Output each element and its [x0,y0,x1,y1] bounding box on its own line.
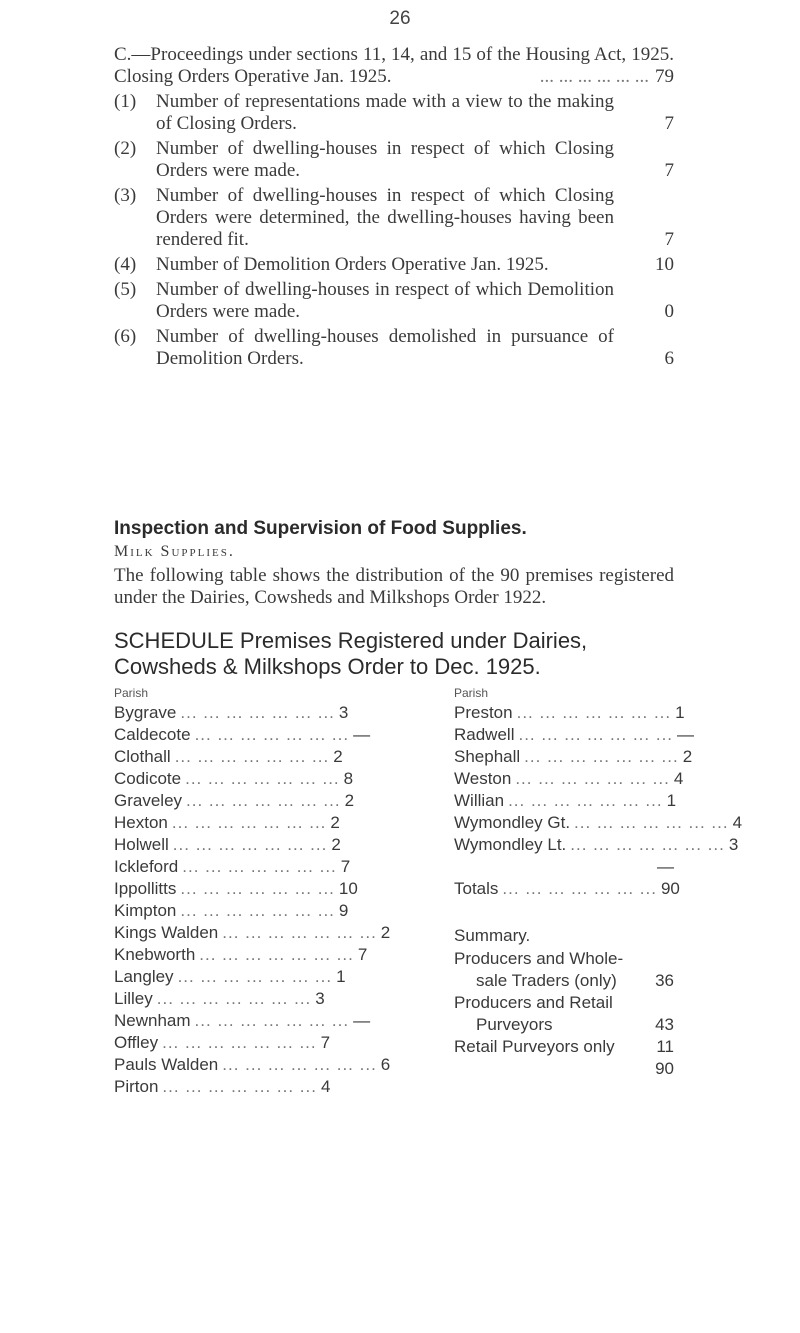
right-column-dash [454,856,674,878]
summary-line-text: Producers and Whole- [454,949,624,968]
summary-heading: Summary. [454,926,531,945]
section-c-item [114,185,674,251]
right-column-header: Parish [454,686,489,700]
leader-dots: ... ... ... ... ... ... ... [171,813,327,832]
section-c-items [114,91,674,370]
parish-row [454,746,693,768]
item-number: (5) [114,279,137,300]
parish-name: Graveley [114,791,183,810]
milk-supplies-subheading: Milk Supplies. [114,543,235,560]
totals-label: Totals [454,879,499,898]
item-text: Number of dwelling-houses in respect of which Demolition Orders were made. [156,279,614,322]
parish-count: 7 [357,945,368,964]
item-text: Number of dwelling-houses in respect of which Closing Orders were made. [156,138,614,181]
summary-line [454,1014,674,1036]
parish-count: — [677,725,695,744]
item-number: (4) [114,254,137,275]
parish-name: Shephall [454,747,521,766]
parish-name: Codicote [114,769,182,788]
leader-dots: ... ... ... ... ... ... ... [518,725,674,744]
section-c-item [114,138,674,182]
parish-name: Radwell [454,725,515,744]
parish-row [114,702,349,724]
leader-dots: ... ... ... ... ... ... ... [180,879,335,898]
parish-count: 7 [320,1033,331,1052]
parish-count: — [353,725,371,744]
parish-name: Kings Walden [114,923,219,942]
parish-row [454,812,743,834]
section-c [114,44,674,370]
summary-line-value: 11 [656,1037,674,1056]
item-number: (6) [114,326,137,347]
item-number: (3) [114,185,137,206]
parish-row [454,790,677,812]
section-c-title-text: C.—Proceedings under sections 11, 14, and 15 of the Housing Act, 1925. Closing Orders Operative Jan. 1925. [114,44,674,87]
parish-count: 2 [330,813,340,832]
parish-count: 2 [380,923,391,942]
parish-name: Pirton [114,1077,159,1096]
summary-line-value [650,992,674,1014]
parish-row [114,922,391,944]
item-text: Number of dwelling-houses demolished in pursuance of Demolition Orders. [156,326,614,369]
item-text: Number of dwelling-houses in respect of which Closing Orders were determined, the dwelling-houses having been rendered fit. [156,185,614,250]
leader-dots: ... ... ... ... ... ... ... [162,1077,317,1096]
schedule-right-column [454,686,743,1080]
parish-name: Willian [454,791,505,810]
item-value: 7 [664,113,674,134]
schedule-title-line-2: Cowsheds & Milkshops Order to Dec. 1925. [114,654,541,679]
leader-dots: ... ... ... ... ... ... ... [180,703,335,722]
parish-name: Clothall [114,747,171,766]
parish-count: 2 [682,747,693,766]
leader-dots: ... ... ... ... ... ... [539,66,649,87]
parish-row [114,724,371,746]
leader-dots: ... ... ... ... ... ... ... [185,769,340,788]
parish-name: Ippollitts [114,879,177,898]
summary-line [454,948,674,970]
parish-count: — [353,1011,371,1030]
leader-dots: ... ... ... ... ... ... ... [524,747,679,766]
parish-row [114,1032,331,1054]
leader-dots: ... ... ... ... ... ... ... [156,989,312,1008]
parish-row [114,900,349,922]
schedule-left-column [114,686,391,1098]
parish-name: Weston [454,769,512,788]
schedule-title-line-1: SCHEDULE Premises Registered under Dairies, [114,628,588,653]
parish-name: Caldecote [114,725,191,744]
leader-dots: ... ... ... ... ... ... ... [502,879,657,898]
intro-paragraph: The following table shows the distribution of the 90 premises registered under the Dairies, Cowsheds and Milkshops Order 1922. [114,565,674,608]
parish-row [454,768,684,790]
parish-row [114,856,351,878]
summary-line [454,970,674,992]
parish-count: 9 [338,901,349,920]
leader-dots: ... ... ... ... ... ... ... [180,901,335,920]
section-c-item [114,91,674,135]
parish-count: 2 [333,747,343,766]
parish-row [114,944,368,966]
parish-name: Wymondley Lt. [454,835,567,854]
parish-row [114,1010,371,1032]
item-value: 0 [664,301,674,322]
section-c-title-value: 79 [655,66,674,87]
parish-row [114,746,343,768]
parish-count: 3 [338,703,349,722]
parish-row [114,878,358,900]
summary-line-text: Producers and Retail [454,993,613,1012]
dash-value: — [657,857,674,876]
summary-total-line [454,1058,674,1080]
leader-dots: ... ... ... ... ... ... ... [222,1055,377,1074]
parish-row [114,988,325,1010]
parish-count: 8 [343,769,354,788]
parish-count: 1 [675,703,685,722]
schedule-title [114,628,587,680]
totals-value: 90 [660,879,680,898]
summary-line-value [650,948,674,970]
parish-name: Ickleford [114,857,179,876]
parish-count: 10 [338,879,358,898]
parish-count: 4 [320,1077,331,1096]
item-value: 10 [655,254,674,275]
page-number: 26 [389,8,411,29]
summary-line [454,992,674,1014]
item-text: Number of representations made with a view to the making of Closing Orders. [156,91,614,134]
summary-line-value: 36 [655,971,674,990]
parish-row [114,790,355,812]
parish-count: 3 [728,835,739,854]
leader-dots: ... ... ... ... ... ... ... [570,835,725,854]
leader-dots: ... ... ... ... ... ... ... [508,791,663,810]
parish-name: Bygrave [114,703,177,722]
parish-name: Wymondley Gt. [454,813,571,832]
parish-row [114,966,346,988]
summary-line [454,1036,674,1058]
parish-row [114,1076,331,1098]
parish-count: 7 [340,857,351,876]
summary-line-text: sale Traders (only) [476,971,617,990]
parish-count: 4 [732,813,743,832]
parish-count: 1 [666,791,677,810]
parish-row [454,702,685,724]
summary-total: 90 [655,1059,674,1078]
parish-name: Holwell [114,835,169,854]
parish-name: Preston [454,703,513,722]
leader-dots: ... ... ... ... ... ... ... [177,967,333,986]
parish-name: Knebworth [114,945,196,964]
parish-count: 2 [344,791,355,810]
left-column-header: Parish [114,686,149,700]
inspection-heading: Inspection and Supervision of Food Supplies. [114,518,527,539]
leader-dots: ... ... ... ... ... ... ... [199,945,354,964]
summary-line-text: Retail Purveyors only [454,1037,615,1056]
leader-dots: ... ... ... ... ... ... ... [162,1033,317,1052]
section-c-item [114,279,674,323]
section-c-item [114,254,674,276]
parish-count: 1 [336,967,346,986]
item-value: 7 [664,160,674,181]
leader-dots: ... ... ... ... ... ... ... [194,1011,350,1030]
leader-dots: ... ... ... ... ... ... ... [574,813,729,832]
item-text: Number of Demolition Orders Operative Jan. 1925. [156,254,549,275]
parish-count: 6 [380,1055,391,1074]
parish-row [454,724,695,746]
parish-name: Offley [114,1033,159,1052]
item-value: 7 [664,229,674,250]
parish-name: Hexton [114,813,168,832]
summary-block [454,924,674,1080]
parish-name: Newnham [114,1011,191,1030]
parish-name: Langley [114,967,174,986]
summary-line-value: 43 [655,1015,674,1034]
parish-count: 3 [315,989,325,1008]
item-number: (1) [114,91,137,112]
summary-line-text: Purveyors [476,1015,553,1034]
section-c-item [114,326,674,370]
leader-dots: ... ... ... ... ... ... ... [182,857,337,876]
leader-dots: ... ... ... ... ... ... ... [172,835,328,854]
leader-dots: ... ... ... ... ... ... ... [222,923,377,942]
parish-name: Lilley [114,989,153,1008]
parish-name: Kimpton [114,901,177,920]
parish-count: 2 [331,835,341,854]
parish-row [454,834,739,856]
leader-dots: ... ... ... ... ... ... ... [515,769,670,788]
parish-row [114,812,340,834]
item-value: 6 [664,348,674,369]
parish-row [114,768,354,790]
parish-row [114,1054,391,1076]
leader-dots: ... ... ... ... ... ... ... [194,725,350,744]
parish-count: 4 [673,769,684,788]
parish-name: Pauls Walden [114,1055,219,1074]
parish-row [114,834,341,856]
totals-row [454,878,680,900]
leader-dots: ... ... ... ... ... ... ... [516,703,672,722]
leader-dots: ... ... ... ... ... ... ... [174,747,330,766]
item-number: (2) [114,138,137,159]
leader-dots: ... ... ... ... ... ... ... [186,791,341,810]
